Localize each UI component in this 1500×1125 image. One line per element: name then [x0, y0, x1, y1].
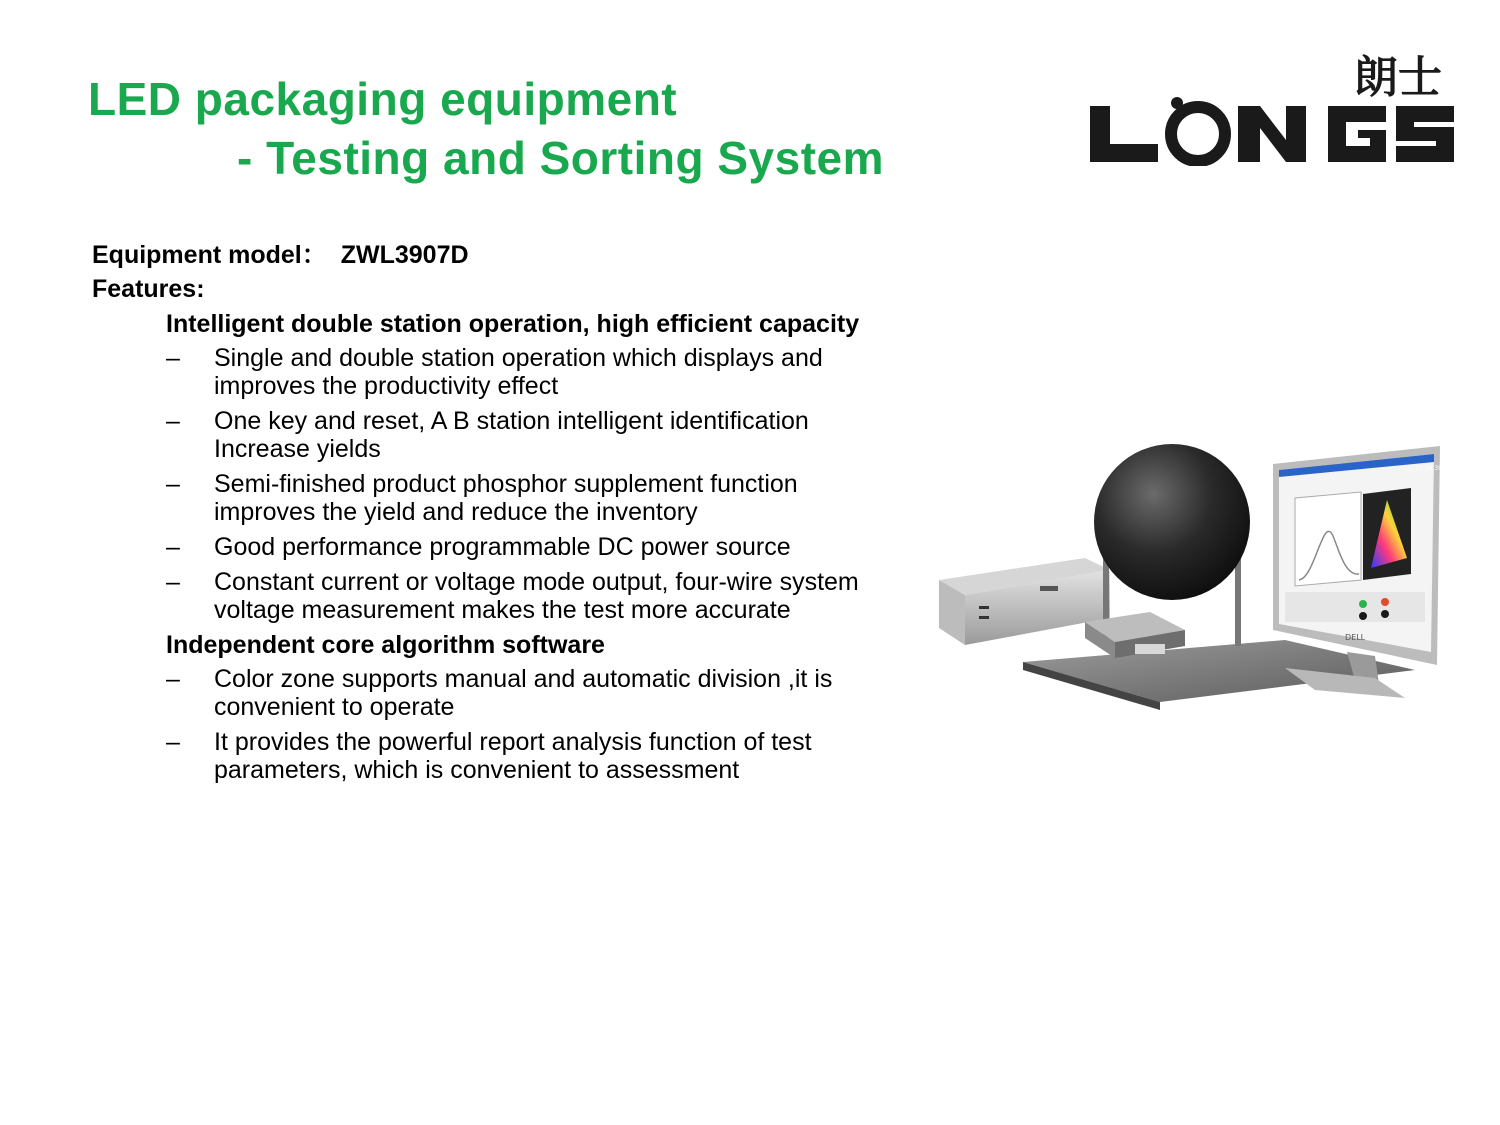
bullet-dash: – [166, 728, 180, 756]
bullet-dash: – [166, 665, 180, 693]
slide-body [92, 238, 912, 791]
model-value: ZWL3907D [340, 241, 469, 269]
bullet-dash: – [166, 568, 180, 596]
feature-list-software [166, 665, 912, 784]
list-item: – Color zone supports manual and automatic division ,it is convenient to operate [166, 665, 833, 721]
bullet-dash: – [166, 533, 180, 561]
list-item: – Semi-finished product phosphor supplement function improves the yield and reduce the inventory [166, 470, 798, 526]
bullet-dash: – [166, 344, 180, 372]
integrating-sphere [1094, 444, 1250, 600]
slide-title-line1: LED packaging equipment [88, 73, 678, 125]
bullet-dash: – [166, 470, 180, 498]
logo-chinese-text: 朗士 [1354, 52, 1442, 103]
model-label: Equipment model： [92, 241, 327, 269]
monitor-clock: 11:38:39 [1415, 465, 1442, 472]
company-logo [1088, 48, 1458, 166]
slide-title-line2: - Testing and Sorting System [237, 132, 884, 184]
list-item: – One key and reset, A B station intelligent identification Increase yields [166, 407, 809, 463]
section-heading-software: Independent core algorithm software [166, 631, 605, 659]
list-item: – Constant current or voltage mode output, four-wire system voltage measurement makes the test more accurate [166, 568, 859, 624]
power-source-box [939, 558, 1110, 645]
list-item: – It provides the powerful report analysis function of test parameters, which is convenient to assessment [166, 728, 812, 784]
equipment-model-line [92, 238, 912, 272]
section-heading-station: Intelligent double station operation, high efficient capacity [166, 310, 860, 338]
feature-list-station [166, 344, 912, 624]
features-label: Features: [92, 275, 205, 303]
monitor-brand: DELL [1345, 633, 1366, 642]
bullet-dash: – [166, 407, 180, 435]
list-item: – Single and double station operation which displays and improves the productivity effect [166, 344, 823, 400]
list-item: – Good performance programmable DC power source [166, 533, 791, 561]
product-photo [935, 440, 1445, 715]
